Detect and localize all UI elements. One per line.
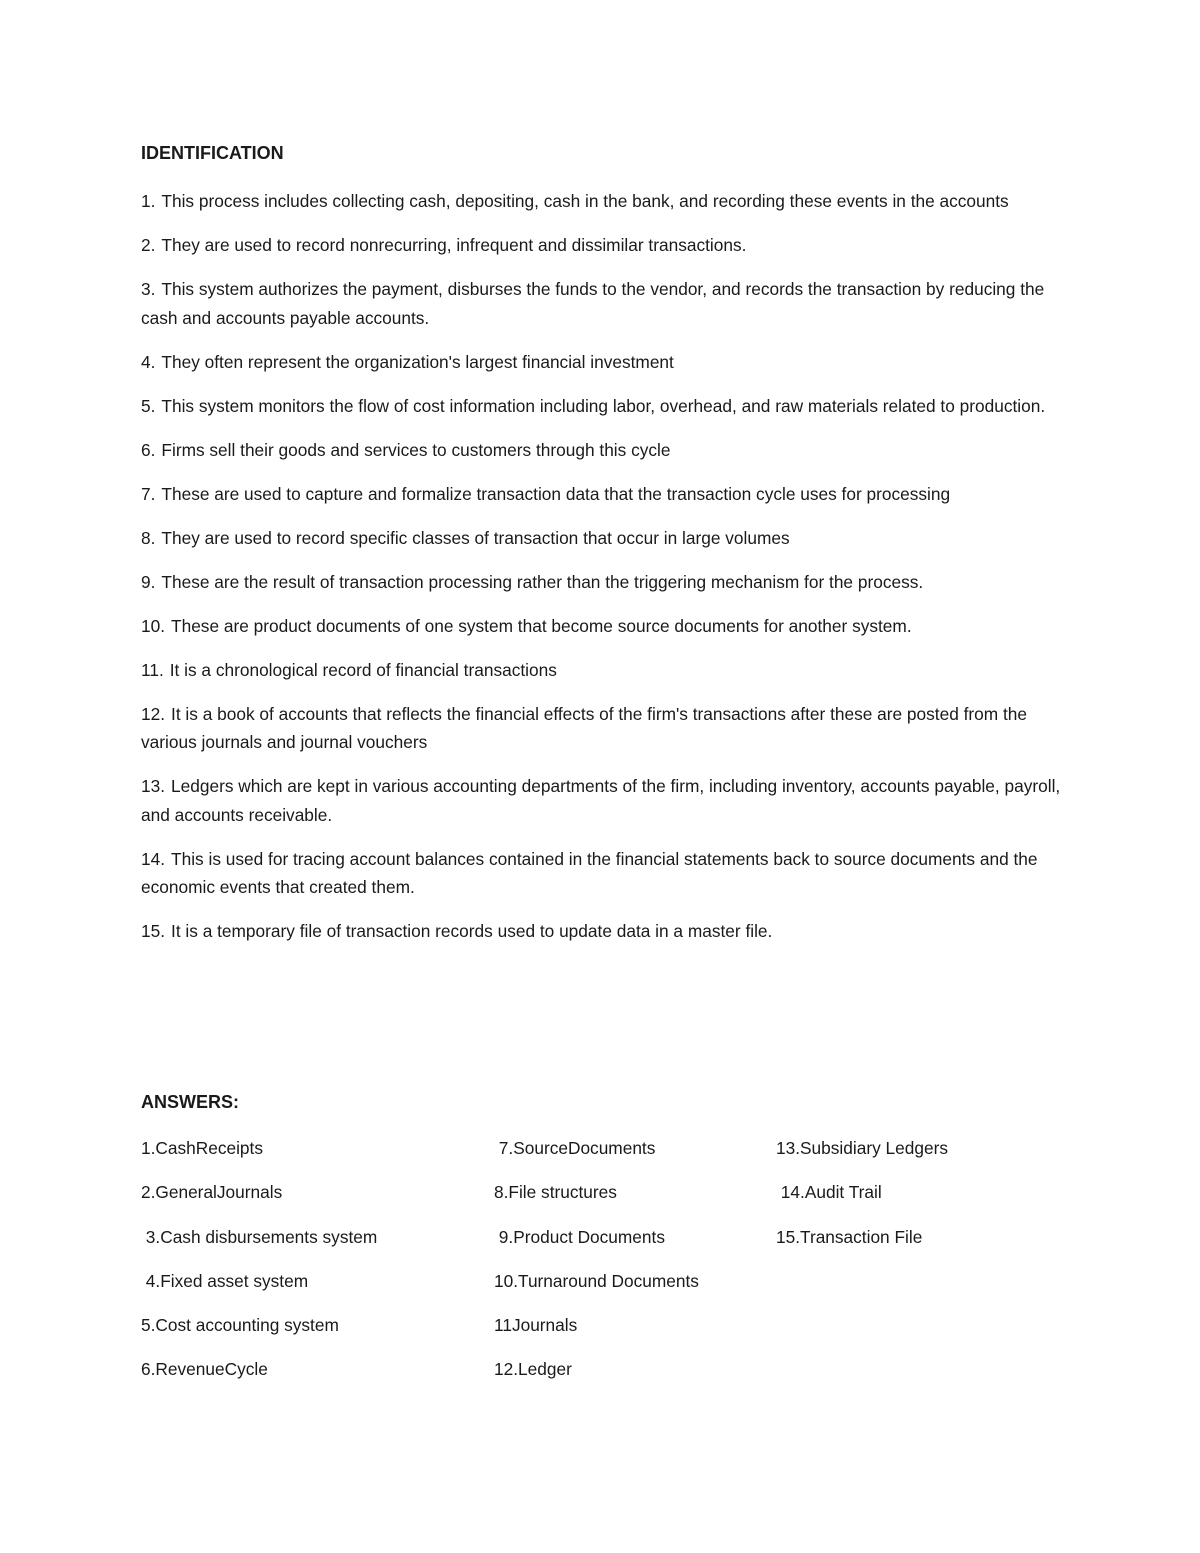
answer-key	[141, 1134, 1091, 1404]
question-text: It is a temporary file of transaction records used to update data in a master file.	[171, 921, 773, 941]
answers-heading: ANSWERS:	[141, 1092, 239, 1112]
answer-item: 6.RevenueCycle	[141, 1359, 268, 1380]
question-item	[141, 700, 1066, 757]
answer-item: 12.Ledger	[494, 1359, 572, 1380]
question-item	[141, 392, 1066, 421]
question-text: This process includes collecting cash, depositing, cash in the bank, and recording these events in the accounts	[161, 191, 1009, 211]
question-text: They often represent the organization's largest financial investment	[161, 351, 674, 372]
question-number: 14.	[141, 848, 166, 869]
question-item	[141, 656, 1066, 685]
question-text: They are used to record nonrecurring, infrequent and dissimilar transactions.	[161, 235, 747, 255]
question-item	[141, 772, 1066, 829]
question-number: 10.	[141, 615, 166, 636]
question-text: It is a chronological record of financial transactions	[169, 659, 557, 680]
question-number: 8.	[141, 527, 156, 548]
question-list	[141, 187, 1066, 961]
question-text: Ledgers which are kept in various accounting departments of the firm, including inventory, accounts payable, payroll, and accounts receivable.	[141, 776, 1061, 825]
question-text: They are used to record specific classes of transaction that occur in large volumes	[161, 527, 790, 548]
answer-item: 10.Turnaround Documents	[494, 1270, 699, 1291]
question-item	[141, 612, 1066, 641]
question-text: It is a book of accounts that reflects the financial effects of the firm's transactions after these are posted from the various journals and journal vouchers	[141, 703, 1027, 752]
answer-item: 3.Cash disbursements system	[141, 1226, 378, 1247]
question-number: 6.	[141, 439, 156, 460]
question-text: This system authorizes the payment, disburses the funds to the vendor, and records the transaction by reducing the cash and accounts payable accounts.	[141, 279, 1045, 328]
question-text: These are product documents of one system that become source documents for another system.	[171, 615, 912, 636]
question-text: These are the result of transaction processing rather than the triggering mechanism for the process.	[161, 571, 924, 592]
answer-item: 8.File structures	[494, 1182, 617, 1203]
question-text: This is used for tracing account balances contained in the financial statements back to source documents and the economic events that created them.	[141, 848, 1038, 897]
question-number: 9.	[141, 571, 156, 592]
answer-item: 14.Audit Trail	[776, 1182, 882, 1203]
question-item	[141, 480, 1066, 509]
question-item	[141, 231, 1066, 260]
question-number: 1.	[141, 191, 156, 211]
question-number: 5.	[141, 395, 156, 416]
question-number: 11.	[141, 659, 164, 680]
answer-item: 11Journals	[494, 1315, 578, 1336]
question-item	[141, 524, 1066, 553]
identification-heading: IDENTIFICATION	[141, 143, 284, 163]
answer-column-2	[494, 1134, 699, 1400]
answer-item: 1.CashReceipts	[141, 1138, 263, 1158]
question-item	[141, 845, 1066, 902]
question-item	[141, 568, 1066, 597]
question-item	[141, 436, 1066, 465]
question-text: This system monitors the flow of cost information including labor, overhead, and raw materials related to production.	[161, 395, 1046, 416]
question-text: Firms sell their goods and services to customers through this cycle	[161, 439, 671, 460]
answer-item: 9.Product Documents	[494, 1226, 665, 1247]
answer-column-3	[776, 1134, 948, 1267]
answer-column-1	[141, 1134, 377, 1400]
answer-item: 5.Cost accounting system	[141, 1315, 339, 1336]
question-number: 15.	[141, 921, 166, 941]
answer-item: 7.SourceDocuments	[494, 1138, 656, 1158]
question-number: 13.	[141, 776, 166, 796]
question-number: 3.	[141, 279, 156, 299]
answer-item: 2.GeneralJournals	[141, 1182, 283, 1203]
question-item	[141, 187, 1066, 216]
question-number: 4.	[141, 351, 156, 372]
question-item	[141, 917, 1066, 946]
question-number: 7.	[141, 483, 156, 504]
question-number: 12.	[141, 703, 166, 724]
question-number: 2.	[141, 235, 156, 255]
answer-item: 4.Fixed asset system	[141, 1270, 309, 1291]
question-item	[141, 275, 1066, 332]
answer-item: 15.Transaction File	[776, 1226, 923, 1247]
question-item	[141, 348, 1066, 377]
question-text: These are used to capture and formalize transaction data that the transaction cycle uses for processing	[161, 483, 951, 504]
answer-item: 13.Subsidiary Ledgers	[776, 1138, 948, 1158]
